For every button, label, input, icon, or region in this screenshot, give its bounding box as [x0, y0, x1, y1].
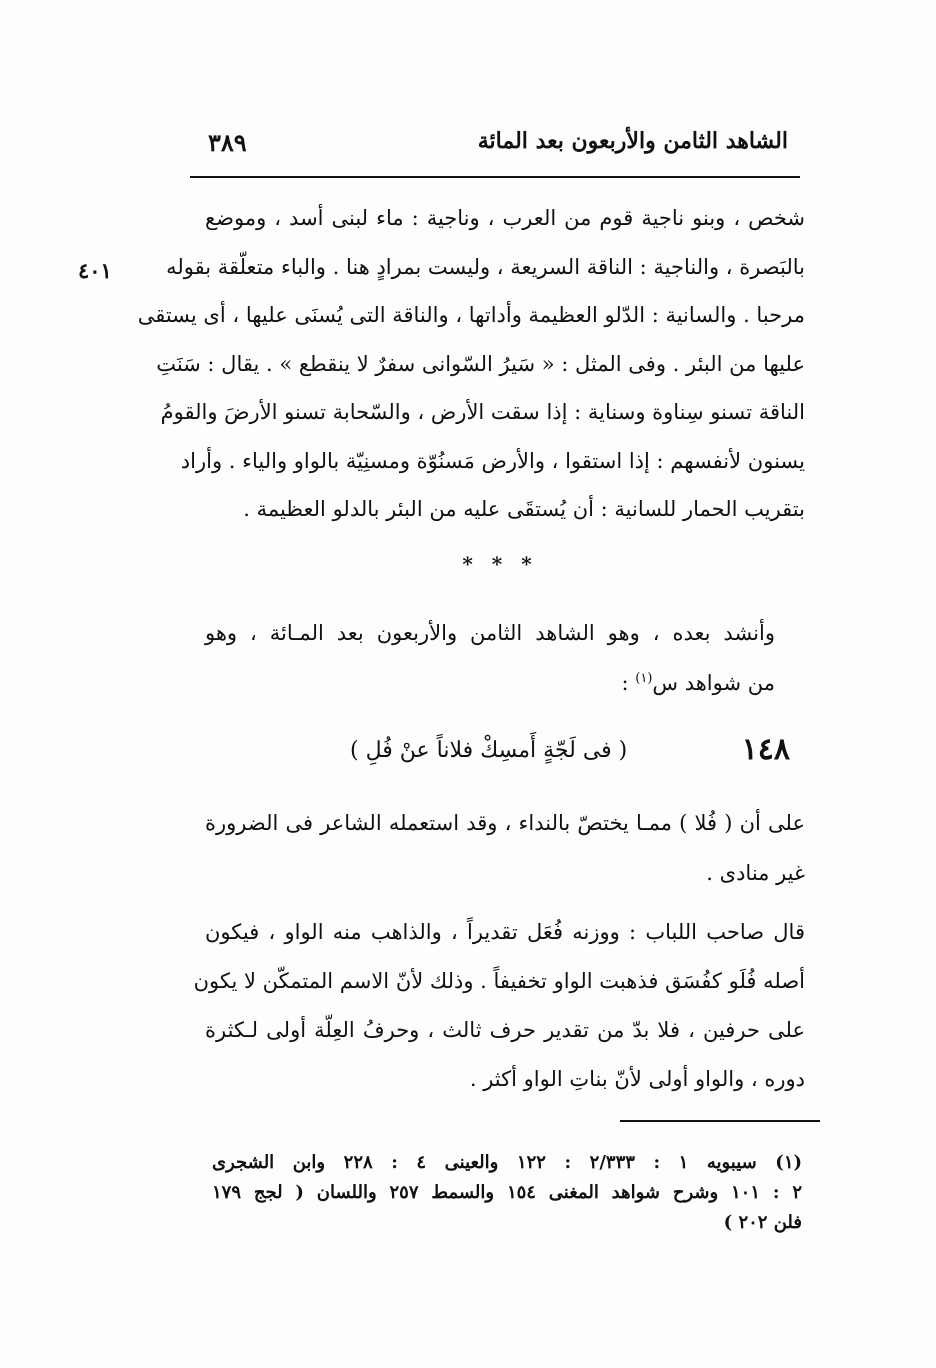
text-line: عليها من البئر . وفى المثل : « سَيرُ السّوانى سفرٌ لا ينقطع » . يقال : سَنَتِ [156, 351, 805, 376]
verse-number: ١٤٨ [741, 732, 790, 767]
text-line: على أن ( فُلا ) ممـا يختصّ بالنداء ، وقد استعمله الشاعر فى الضرورة [205, 811, 805, 835]
text-line: وأنشد بعده ، وهو الشاهد الثامن والأربعون بعد المـائة ، وهو [205, 621, 775, 645]
paragraph-2 [205, 610, 775, 706]
margin-reference-number: ٤٠١ [78, 258, 112, 283]
page-number: ٣٨٩ [208, 128, 247, 157]
text-line: أصله فُلَو كفُسَق فذهبت الواو تخفيفاً . وذلك لأنّ الاسم المتمكّن لا يكون [193, 969, 805, 993]
footnote-line: (١) سيبويه ١ : ٢/٣٣٣ : ١٢٢ والعينى ٤ : ٢٢٨ وابن الشجرى [212, 1152, 803, 1173]
text-span: : [621, 671, 636, 695]
footnote [212, 1148, 802, 1238]
verse-text: ( فى لَجّةٍ أَمسِكْ فلاناً عنْ فُلِ ) [350, 738, 628, 763]
paragraph-4 [193, 908, 805, 1104]
text-line: الناقة تسنو سِناوة وسناية : إذا سقت الأرض ، والسّحابة تسنو الأرضَ والقومُ [160, 400, 805, 424]
text-line: دوره ، والواو أولى لأنّ بناتِ الواو أكثر . [469, 1067, 805, 1091]
text-span: من شواهد س [652, 671, 775, 695]
running-header [190, 122, 800, 172]
footnote-rule [620, 1120, 820, 1122]
text-line: مرحبا . والسانية : الدّلو العظيمة وأداتها ، والناقة التى يُسنَى عليها ، أى يستقى [137, 303, 805, 327]
text-line: على حرفين ، فلا بدّ من تقدير حرف ثالث ، وحرفُ العِلّة أولى لـكثرة [205, 1018, 805, 1042]
text-line [205, 656, 775, 706]
text-line: قال صاحب اللباب : ووزنه فُعَل تقديراً ، والذاهب منه الواو ، فيكون [205, 920, 805, 944]
header-rule [190, 176, 800, 178]
footnote-reference: (١) [635, 671, 653, 686]
footnote-line: فلن ٢٠٢ ) [723, 1212, 802, 1233]
text-line: يسنون لأنفسهم : إذا استقوا ، والأرض مَسنُوّة ومسنِيّة بالواو والياء . وأراد [180, 448, 805, 473]
verse [350, 730, 790, 790]
paragraph-3 [205, 798, 805, 898]
text-line: غير منادى . [706, 861, 805, 885]
text-line: شخص ، وبنو ناجية قوم من العرب ، وناجية : ماء لبنى أسد ، وموضع [205, 206, 805, 230]
header-title: الشاهد الثامن والأربعون بعد المائة [477, 128, 788, 154]
footnote-line: ٢ : ١٠١ وشرح شواهد المغنى ١٥٤ والسمط ٢٥٧ واللسان ( لجج ١٧٩ [212, 1182, 802, 1203]
paragraph-1 [137, 194, 805, 534]
section-separator: * * * [462, 552, 538, 576]
text-line: بالبَصرة ، والناجية : الناقة السريعة ، وليست بمرادٍ هنا . والباء متعلّقة بقوله [166, 254, 805, 279]
text-line: بتقريب الحمار للسانية : أن يُستقَى عليه من البئر بالدلو العظيمة . [243, 497, 805, 521]
